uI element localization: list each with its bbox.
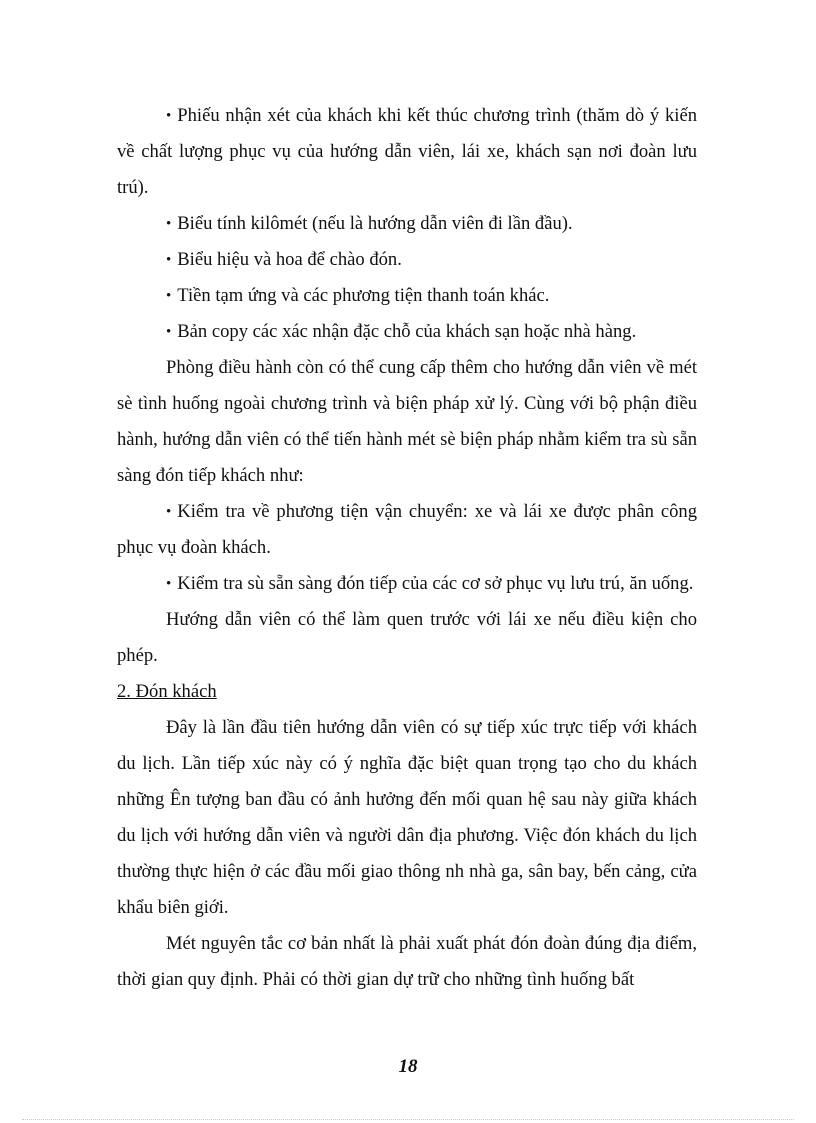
bullet-icon: • xyxy=(166,288,172,304)
bullet-icon: • xyxy=(166,504,172,520)
bullet-icon: • xyxy=(166,252,172,268)
bullet-paragraph xyxy=(117,98,697,206)
bullet-icon: • xyxy=(166,216,172,232)
page-number: 18 xyxy=(398,1056,418,1077)
bullet-paragraph xyxy=(117,566,697,602)
paragraph-text: Kiểm tra sù sẵn sàng đón tiếp của các cơ sở phục vụ lưu trú, ăn uống. xyxy=(177,573,694,594)
paragraph-text: Tiền tạm ứng và các phương tiện thanh toán khác. xyxy=(177,285,550,306)
bullet-paragraph xyxy=(117,206,697,242)
body-paragraph: Phòng điều hành còn có thể cung cấp thêm cho hướng dẫn viên về mét sè tình huống ngoài chương trình và biện pháp xử lý. Cùng với bộ phận điều hành, hướng dẫn viên có thể tiến hành mét sè biện pháp nhằm kiểm tra sù sẵn sàng đón tiếp khách như: xyxy=(117,357,697,486)
paragraph-text: Biểu tính kilômét (nếu là hướng dẫn viên đi lần đầu). xyxy=(177,213,573,234)
section-heading: 2. Đón khách xyxy=(117,681,217,702)
page-bottom-divider xyxy=(22,1119,794,1120)
paragraph-text: Biểu hiệu và hoa để chào đón. xyxy=(177,249,402,270)
bullet-icon: • xyxy=(166,324,172,340)
bullet-icon: • xyxy=(166,576,172,592)
bullet-paragraph xyxy=(117,494,697,566)
bullet-paragraph xyxy=(117,242,697,278)
bullet-paragraph xyxy=(117,314,697,350)
body-paragraph: Mét nguyên tắc cơ bản nhất là phải xuất phát đón đoàn đúng địa điểm, thời gian quy định. Phải có thời gian dự trữ cho những tình huống bất xyxy=(117,933,697,990)
paragraph-text: Phiếu nhận xét của khách khi kết thúc chương trình (thăm dò ý kiến về chất lượng phục vụ của hướng dẫn viên, lái xe, khách sạn nơi đoàn lưu trú). xyxy=(117,105,697,198)
body-text xyxy=(117,98,697,998)
paragraph-text: Bản copy các xác nhận đặc chỗ của khách sạn hoặc nhà hàng. xyxy=(177,321,637,342)
body-paragraph: Hướng dẫn viên có thể làm quen trước với lái xe nếu điều kiện cho phép. xyxy=(117,609,697,666)
paragraph-text: Kiểm tra về phương tiện vận chuyển: xe và lái xe được phân công phục vụ đoàn khách. xyxy=(117,501,697,558)
bullet-paragraph xyxy=(117,278,697,314)
body-paragraph: Đây là lần đầu tiên hướng dẫn viên có sự tiếp xúc trực tiếp với khách du lịch. Lần tiếp xúc này có ý nghĩa đặc biệt quan trọng tạo cho du khách những Ên tượng ban đầu có ảnh hưởng đến mối quan hệ sau này giữa khách du lịch với hướng dẫn viên và người dân địa phương. Việc đón khách du lịch thường thực hiện ở các đầu mối giao thông nh nhà ga, sân bay, bến cảng, cửa khẩu biên giới. xyxy=(117,717,697,918)
bullet-icon: • xyxy=(166,108,172,124)
